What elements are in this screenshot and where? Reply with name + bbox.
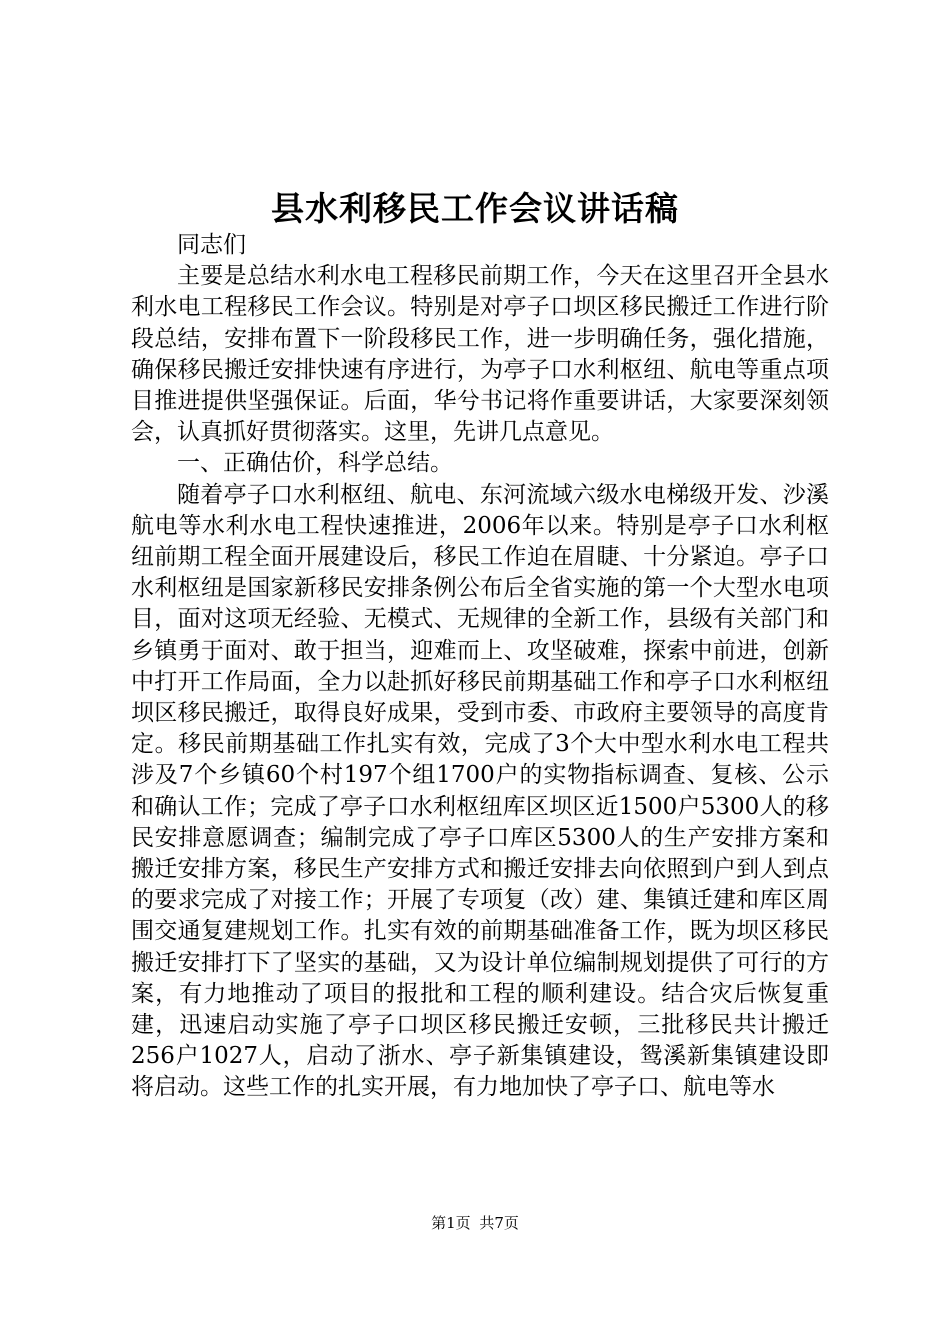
paragraph-summary: 随着亭子口水利枢纽、航电、东河流域六级水电梯级开发、沙溪航电等水利水电工程快速推进，2006年以来。特别是亭子口水利枢纽前期工程全面开展建设后，移民工作迫在眉睫、十分紧迫。亭子口水利枢纽是国家新移民安排条例公布后全省实施的第一个大型水电项目，面对这项无经验、无模式、无规律的全新工作，县级有关部门和乡镇勇于面对、敢于担当，迎难而上、攻坚破难，探索中前进，创新中打开工作局面，全力以赴抓好移民前期基础工作和亭子口水利枢纽坝区移民搬迁，取得良好成果，受到市委、市政府主要领导的高度肯定。移民前期基础工作扎实有效，完成了3个大中型水利水电工程共涉及7个乡镇60个村197个组1700户的实物指标调查、复核、公示和确认工作；完成了亭子口水利枢纽库区坝区近1500户5300人的移民安排意愿调查；编制完成了亭子口库区5300人的生产安排方案和搬迁安排方案，移民生产安排方式和搬迁安排去向依照到户到人到点的要求完成了对接工作；开展了专项复（改）建、集镇迁建和库区周围交通复建规划工作。扎实有效的前期基础准备工作，既为坝区移民搬迁安排打下了坚实的基础，又为设计单位编制规划提供了可行的方案，有力地推动了项目的报批和工程的顺利建设。结合灾后恢复重建，迅速启动实施了亭子口坝区移民搬迁安顿，三批移民共计搬迁256户1027人，启动了浙水、亭子新集镇建设，鸳溪新集镇建设即将启动。这些工作的扎实开展，有力地加快了亭子口、航电等水 (131, 481, 829, 1101)
section-heading-1: 一、正确估价，科学总结。 (177, 450, 453, 477)
paragraph-intro: 主要是总结水利水电工程移民前期工作，今天在这里召开全县水利水电工程移民工作会议。特别是对亭子口坝区移民搬迁工作进行阶段总结，安排布置下一阶段移民工作，进一步明确任务，强化措施，确保移民搬迁安排快速有序进行，为亭子口水利枢纽、航电等重点项目推进提供坚强保证。后面，华兮书记将作重要讲话，大家要深刻领会，认真抓好贯彻落实。这里，先讲几点意见。 (131, 263, 829, 446)
page-footer (0, 1212, 950, 1234)
document-body (131, 230, 829, 1104)
page-number: 第1页 (431, 1214, 471, 1232)
salutation: 同志们 (177, 232, 246, 258)
page-total: 共7页 (479, 1214, 519, 1232)
document-title: 县水利移民工作会议讲话稿 (271, 189, 679, 228)
